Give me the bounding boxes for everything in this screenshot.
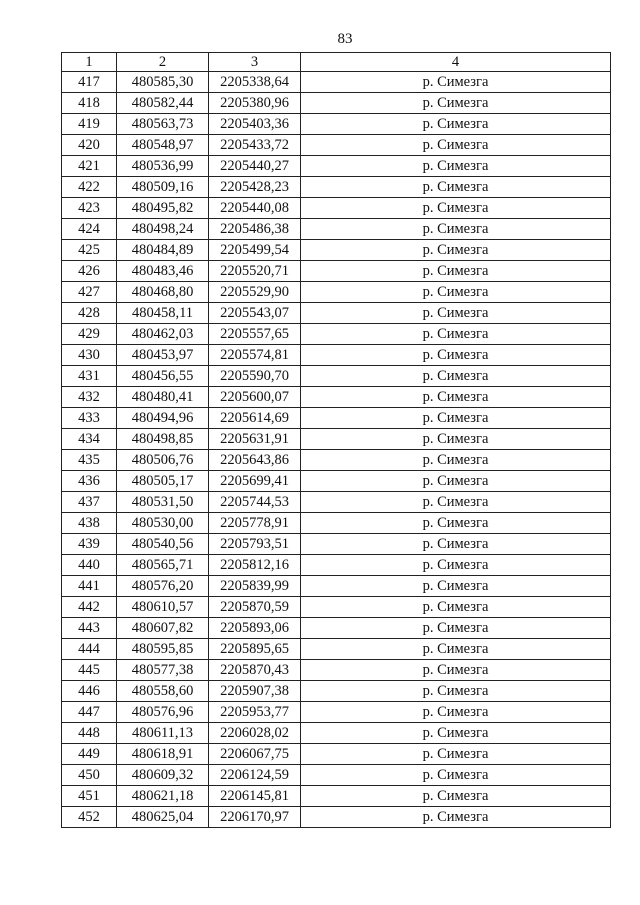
- cell-x-coordinate: 480509,16: [117, 177, 209, 198]
- cell-point-number: 432: [62, 387, 117, 408]
- table-row: [62, 72, 611, 93]
- table-row: [62, 576, 611, 597]
- cell-point-number: 452: [62, 807, 117, 828]
- cell-description: р. Симезга: [301, 156, 611, 177]
- cell-point-number: 422: [62, 177, 117, 198]
- cell-description: р. Симезга: [301, 702, 611, 723]
- cell-point-number: 427: [62, 282, 117, 303]
- cell-description: р. Симезга: [301, 513, 611, 534]
- cell-description: р. Симезга: [301, 93, 611, 114]
- cell-point-number: 425: [62, 240, 117, 261]
- column-header-number: 1: [62, 53, 117, 72]
- cell-x-coordinate: 480577,38: [117, 660, 209, 681]
- cell-point-number: 435: [62, 450, 117, 471]
- cell-point-number: 419: [62, 114, 117, 135]
- table-row: [62, 366, 611, 387]
- cell-y-coordinate: 2205893,06: [209, 618, 301, 639]
- cell-x-coordinate: 480548,97: [117, 135, 209, 156]
- cell-point-number: 424: [62, 219, 117, 240]
- cell-x-coordinate: 480505,17: [117, 471, 209, 492]
- cell-y-coordinate: 2205403,36: [209, 114, 301, 135]
- cell-point-number: 448: [62, 723, 117, 744]
- cell-x-coordinate: 480618,91: [117, 744, 209, 765]
- cell-x-coordinate: 480621,18: [117, 786, 209, 807]
- cell-x-coordinate: 480495,82: [117, 198, 209, 219]
- cell-x-coordinate: 480565,71: [117, 555, 209, 576]
- cell-y-coordinate: 2205433,72: [209, 135, 301, 156]
- cell-point-number: 440: [62, 555, 117, 576]
- cell-point-number: 417: [62, 72, 117, 93]
- cell-y-coordinate: 2205744,53: [209, 492, 301, 513]
- cell-y-coordinate: 2206028,02: [209, 723, 301, 744]
- table-row: [62, 639, 611, 660]
- cell-description: р. Симезга: [301, 408, 611, 429]
- cell-description: р. Симезга: [301, 534, 611, 555]
- table-row: [62, 618, 611, 639]
- cell-description: р. Симезга: [301, 576, 611, 597]
- cell-description: р. Симезга: [301, 72, 611, 93]
- table-row: [62, 387, 611, 408]
- cell-point-number: 441: [62, 576, 117, 597]
- cell-y-coordinate: 2206170,97: [209, 807, 301, 828]
- cell-description: р. Симезга: [301, 135, 611, 156]
- table-row: [62, 681, 611, 702]
- table-row: [62, 765, 611, 786]
- cell-point-number: 429: [62, 324, 117, 345]
- cell-y-coordinate: 2205440,08: [209, 198, 301, 219]
- table-row: [62, 345, 611, 366]
- cell-y-coordinate: 2205520,71: [209, 261, 301, 282]
- cell-x-coordinate: 480585,30: [117, 72, 209, 93]
- table-row: [62, 177, 611, 198]
- table-header-row: [62, 53, 611, 72]
- cell-y-coordinate: 2205643,86: [209, 450, 301, 471]
- cell-x-coordinate: 480610,57: [117, 597, 209, 618]
- column-header-x: 2: [117, 53, 209, 72]
- cell-description: р. Симезга: [301, 345, 611, 366]
- cell-x-coordinate: 480625,04: [117, 807, 209, 828]
- cell-y-coordinate: 2205812,16: [209, 555, 301, 576]
- cell-description: р. Симезга: [301, 807, 611, 828]
- cell-description: р. Симезга: [301, 597, 611, 618]
- cell-x-coordinate: 480540,56: [117, 534, 209, 555]
- cell-description: р. Симезга: [301, 555, 611, 576]
- cell-description: р. Симезга: [301, 303, 611, 324]
- cell-description: р. Симезга: [301, 387, 611, 408]
- cell-x-coordinate: 480536,99: [117, 156, 209, 177]
- cell-y-coordinate: 2205557,65: [209, 324, 301, 345]
- cell-point-number: 443: [62, 618, 117, 639]
- cell-point-number: 451: [62, 786, 117, 807]
- cell-point-number: 431: [62, 366, 117, 387]
- cell-y-coordinate: 2205699,41: [209, 471, 301, 492]
- table-row: [62, 261, 611, 282]
- cell-x-coordinate: 480531,50: [117, 492, 209, 513]
- cell-y-coordinate: 2205486,38: [209, 219, 301, 240]
- table-row: [62, 156, 611, 177]
- cell-y-coordinate: 2206145,81: [209, 786, 301, 807]
- cell-point-number: 433: [62, 408, 117, 429]
- cell-x-coordinate: 480453,97: [117, 345, 209, 366]
- table-row: [62, 219, 611, 240]
- cell-point-number: 437: [62, 492, 117, 513]
- cell-description: р. Симезга: [301, 429, 611, 450]
- cell-description: р. Симезга: [301, 261, 611, 282]
- cell-y-coordinate: 2205543,07: [209, 303, 301, 324]
- column-header-y: 3: [209, 53, 301, 72]
- cell-description: р. Симезга: [301, 219, 611, 240]
- table-body: [62, 72, 611, 828]
- cell-x-coordinate: 480595,85: [117, 639, 209, 660]
- cell-x-coordinate: 480498,85: [117, 429, 209, 450]
- cell-description: р. Симезга: [301, 765, 611, 786]
- cell-point-number: 445: [62, 660, 117, 681]
- cell-x-coordinate: 480483,46: [117, 261, 209, 282]
- column-header-description: 4: [301, 53, 611, 72]
- cell-y-coordinate: 2205590,70: [209, 366, 301, 387]
- cell-point-number: 434: [62, 429, 117, 450]
- cell-point-number: 423: [62, 198, 117, 219]
- cell-y-coordinate: 2205907,38: [209, 681, 301, 702]
- table-row: [62, 513, 611, 534]
- cell-description: р. Симезга: [301, 366, 611, 387]
- cell-x-coordinate: 480576,20: [117, 576, 209, 597]
- cell-description: р. Симезга: [301, 786, 611, 807]
- cell-description: р. Симезга: [301, 240, 611, 261]
- cell-description: р. Симезга: [301, 177, 611, 198]
- cell-x-coordinate: 480456,55: [117, 366, 209, 387]
- cell-y-coordinate: 2205600,07: [209, 387, 301, 408]
- table-row: [62, 786, 611, 807]
- cell-point-number: 439: [62, 534, 117, 555]
- cell-description: р. Симезга: [301, 324, 611, 345]
- cell-description: р. Симезга: [301, 681, 611, 702]
- cell-description: р. Симезга: [301, 744, 611, 765]
- cell-x-coordinate: 480458,11: [117, 303, 209, 324]
- table-row: [62, 723, 611, 744]
- cell-point-number: 420: [62, 135, 117, 156]
- cell-description: р. Симезга: [301, 723, 611, 744]
- cell-description: р. Симезга: [301, 492, 611, 513]
- cell-point-number: 418: [62, 93, 117, 114]
- cell-point-number: 438: [62, 513, 117, 534]
- cell-description: р. Симезга: [301, 639, 611, 660]
- table-row: [62, 198, 611, 219]
- table-row: [62, 240, 611, 261]
- coordinates-table: [61, 52, 611, 828]
- cell-point-number: 426: [62, 261, 117, 282]
- cell-x-coordinate: 480494,96: [117, 408, 209, 429]
- cell-y-coordinate: 2205574,81: [209, 345, 301, 366]
- cell-point-number: 450: [62, 765, 117, 786]
- cell-x-coordinate: 480498,24: [117, 219, 209, 240]
- cell-description: р. Симезга: [301, 198, 611, 219]
- cell-x-coordinate: 480462,03: [117, 324, 209, 345]
- table-row: [62, 93, 611, 114]
- table-row: [62, 807, 611, 828]
- cell-x-coordinate: 480607,82: [117, 618, 209, 639]
- table-row: [62, 492, 611, 513]
- table-row: [62, 555, 611, 576]
- cell-point-number: 421: [62, 156, 117, 177]
- cell-description: р. Симезга: [301, 660, 611, 681]
- table-row: [62, 450, 611, 471]
- table-row: [62, 660, 611, 681]
- table-row: [62, 702, 611, 723]
- cell-y-coordinate: 2205839,99: [209, 576, 301, 597]
- cell-y-coordinate: 2205529,90: [209, 282, 301, 303]
- cell-x-coordinate: 480582,44: [117, 93, 209, 114]
- cell-x-coordinate: 480480,41: [117, 387, 209, 408]
- cell-y-coordinate: 2205380,96: [209, 93, 301, 114]
- cell-point-number: 428: [62, 303, 117, 324]
- table-row: [62, 471, 611, 492]
- cell-y-coordinate: 2205870,59: [209, 597, 301, 618]
- cell-x-coordinate: 480558,60: [117, 681, 209, 702]
- cell-point-number: 447: [62, 702, 117, 723]
- cell-y-coordinate: 2205778,91: [209, 513, 301, 534]
- cell-description: р. Симезга: [301, 282, 611, 303]
- cell-y-coordinate: 2206124,59: [209, 765, 301, 786]
- table-row: [62, 303, 611, 324]
- table-row: [62, 282, 611, 303]
- cell-description: р. Симезга: [301, 471, 611, 492]
- table-row: [62, 408, 611, 429]
- table-row: [62, 534, 611, 555]
- cell-x-coordinate: 480563,73: [117, 114, 209, 135]
- cell-y-coordinate: 2205614,69: [209, 408, 301, 429]
- cell-point-number: 430: [62, 345, 117, 366]
- cell-x-coordinate: 480506,76: [117, 450, 209, 471]
- cell-x-coordinate: 480484,89: [117, 240, 209, 261]
- page-number: 83: [337, 31, 353, 47]
- table-row: [62, 324, 611, 345]
- cell-y-coordinate: 2205338,64: [209, 72, 301, 93]
- table-row: [62, 135, 611, 156]
- table-row: [62, 597, 611, 618]
- table-row: [62, 114, 611, 135]
- cell-y-coordinate: 2205499,54: [209, 240, 301, 261]
- cell-y-coordinate: 2205895,65: [209, 639, 301, 660]
- cell-y-coordinate: 2205428,23: [209, 177, 301, 198]
- cell-point-number: 444: [62, 639, 117, 660]
- cell-y-coordinate: 2205953,77: [209, 702, 301, 723]
- cell-description: р. Симезга: [301, 450, 611, 471]
- table-row: [62, 429, 611, 450]
- cell-y-coordinate: 2205631,91: [209, 429, 301, 450]
- cell-y-coordinate: 2205793,51: [209, 534, 301, 555]
- cell-x-coordinate: 480611,13: [117, 723, 209, 744]
- cell-point-number: 446: [62, 681, 117, 702]
- cell-x-coordinate: 480468,80: [117, 282, 209, 303]
- cell-point-number: 442: [62, 597, 117, 618]
- cell-x-coordinate: 480576,96: [117, 702, 209, 723]
- cell-y-coordinate: 2205870,43: [209, 660, 301, 681]
- cell-x-coordinate: 480530,00: [117, 513, 209, 534]
- table-row: [62, 744, 611, 765]
- cell-point-number: 449: [62, 744, 117, 765]
- cell-y-coordinate: 2206067,75: [209, 744, 301, 765]
- cell-y-coordinate: 2205440,27: [209, 156, 301, 177]
- cell-point-number: 436: [62, 471, 117, 492]
- cell-description: р. Симезга: [301, 114, 611, 135]
- cell-description: р. Симезга: [301, 618, 611, 639]
- cell-x-coordinate: 480609,32: [117, 765, 209, 786]
